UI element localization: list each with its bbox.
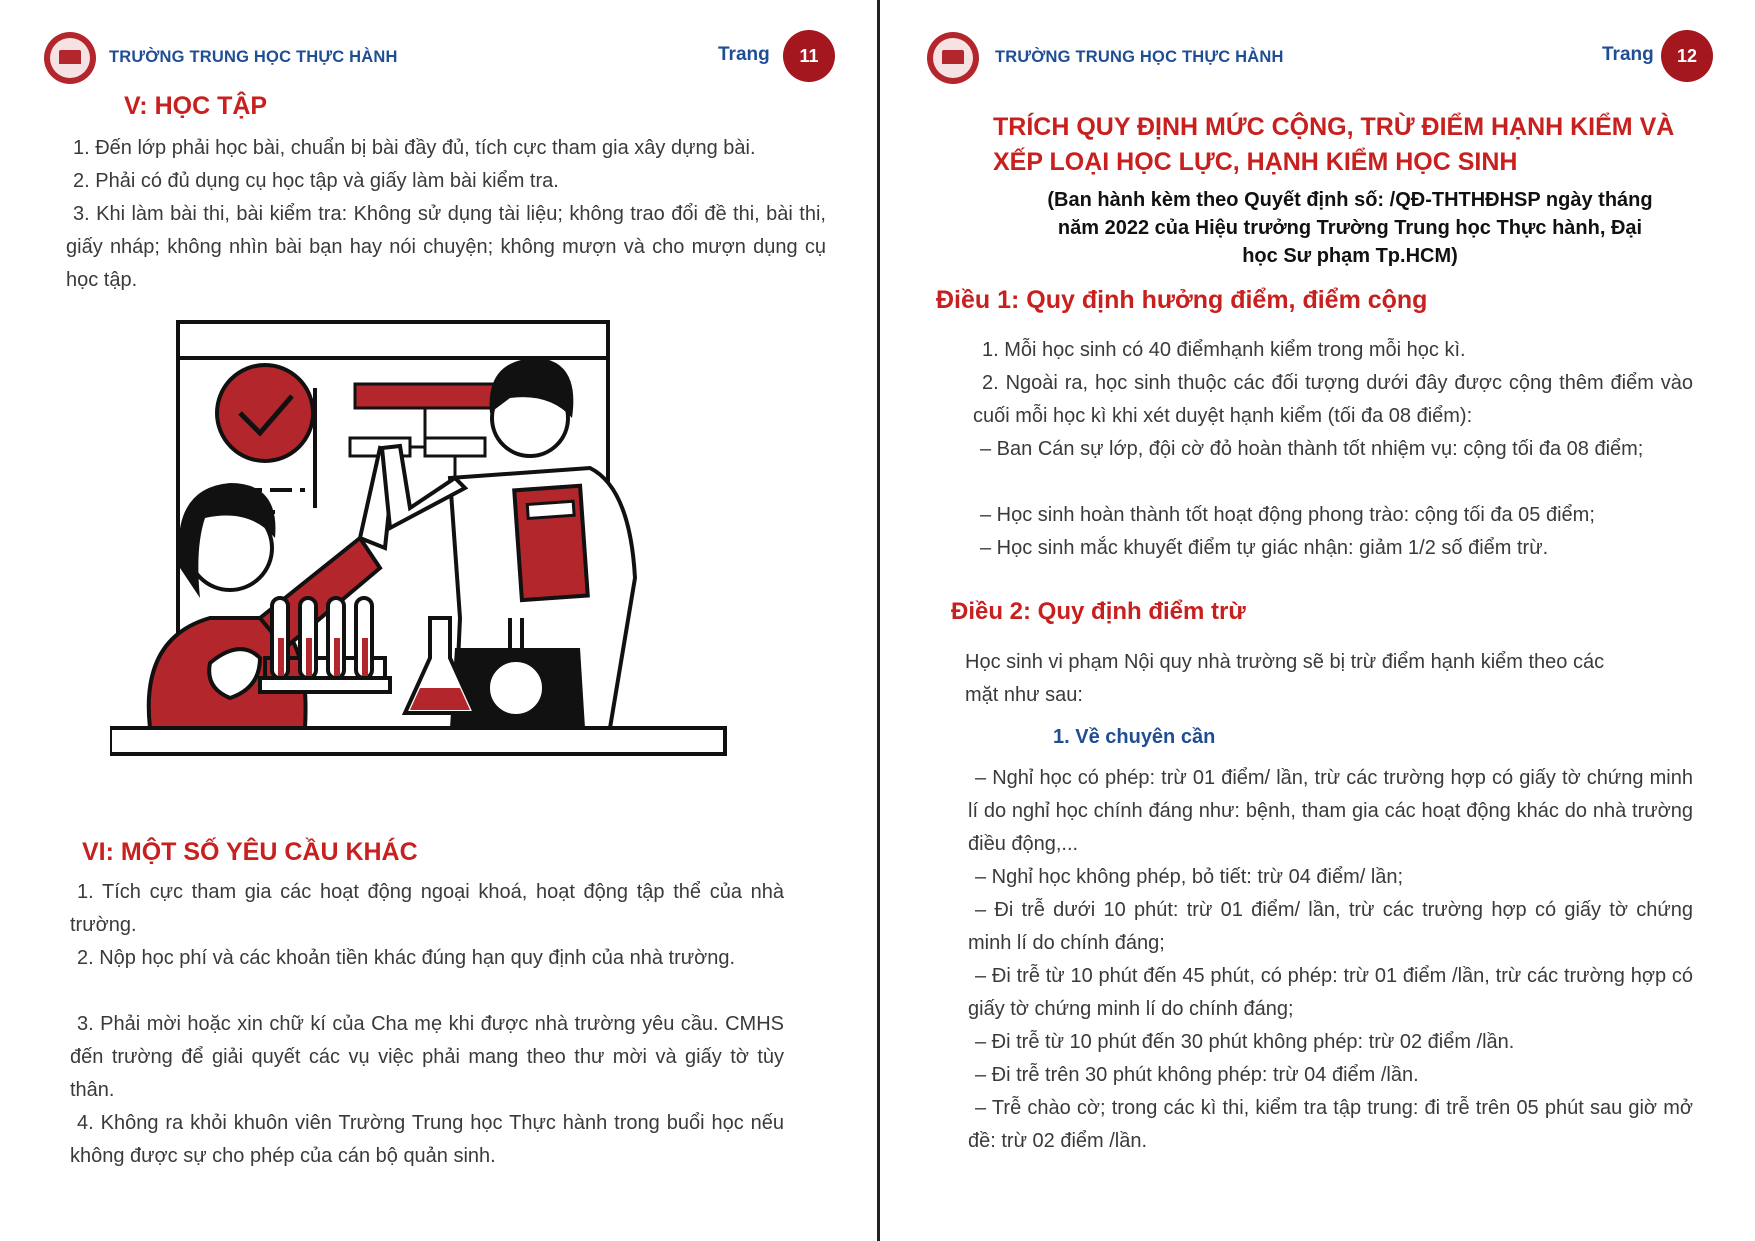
left-page bbox=[0, 0, 877, 1241]
article-2-item: ‒ Đi trễ từ 10 phút đến 45 phút, có phép: trừ 01 điểm /lần, trừ các trường hợp có giấy tờ chứng minh lí do chính đáng; bbox=[968, 965, 1693, 1020]
section-v-item: 1. Đến lớp phải học bài, chuẩn bị bài đầy đủ, tích cực tham gia xây dựng bài. bbox=[73, 137, 756, 159]
page-number-badge: 11 bbox=[783, 30, 835, 82]
school-logo-icon bbox=[44, 32, 96, 84]
lab-illustration bbox=[110, 318, 730, 808]
right-page bbox=[880, 0, 1755, 1241]
section-vi-item: 3. Phải mời hoặc xin chữ kí của Cha mẹ khi được nhà trường yêu cầu. CMHS đến trường để giải quyết các vụ việc phải mang theo thư mời và giấy tờ tùy thân. bbox=[70, 1013, 784, 1101]
article-1-item: ‒ Học sinh hoàn thành tốt hoạt động phong trào: cộng tối đa 05 điểm; bbox=[980, 504, 1595, 526]
page-number-badge: 12 bbox=[1661, 30, 1713, 82]
section-v-heading: V: HỌC TẬP bbox=[124, 92, 268, 120]
section-v-item: 3. Khi làm bài thi, bài kiểm tra: Không sử dụng tài liệu; không trao đổi đề thi, bài thi, giấy nháp; không nhìn bài bạn hay nói chuyện; không mượn và cho mượn dụng cụ học tập. bbox=[66, 203, 826, 291]
article-1-item: 1. Mỗi học sinh có 40 điểmhạnh kiểm trong mỗi học kì. bbox=[982, 339, 1466, 361]
document-title: TRÍCH QUY ĐỊNH MỨC CỘNG, TRỪ ĐIỂM HẠNH KIỂM VÀ XẾP LOẠI HỌC LỰC, HẠNH KIỂM HỌC SINH bbox=[993, 113, 1675, 176]
section-vi-item: 4. Không ra khỏi khuôn viên Trường Trung học Thực hành trong buổi học nếu không được sự cho phép của cán bộ quản sinh. bbox=[70, 1112, 784, 1167]
article-2-item: ‒ Đi trễ trên 30 phút không phép: trừ 04 điểm /lần. bbox=[975, 1064, 1419, 1086]
article-2-item: ‒ Đi trễ dưới 10 phút: trừ 01 điểm/ lần, trừ các trường hợp có giấy tờ chứng minh lí do chính đáng; bbox=[968, 899, 1693, 954]
section-vi-heading: VI: MỘT SỐ YÊU CẦU KHÁC bbox=[82, 838, 418, 866]
page-label: Trang bbox=[718, 44, 770, 65]
school-logo-icon bbox=[927, 32, 979, 84]
article-2-intro: Học sinh vi phạm Nội quy nhà trường sẽ bị trừ điểm hạnh kiểm theo các mặt như sau: bbox=[965, 651, 1605, 706]
school-name: TRƯỜNG TRUNG HỌC THỰC HÀNH bbox=[995, 48, 1284, 66]
section-vi-item: 1. Tích cực tham gia các hoạt động ngoại khoá, hoạt động tập thể của nhà trường. bbox=[70, 881, 784, 936]
document-subtitle: (Ban hành kèm theo Quyết định số: /QĐ-THTHĐHSP ngày tháng năm 2022 của Hiệu trưởng Trường Trung học Thực hành, Đại học Sư phạm Tp.HCM) bbox=[1047, 189, 1653, 267]
article-2-heading: Điều 2: Quy định điểm trừ bbox=[951, 598, 1246, 625]
article-1-item: 2. Ngoài ra, học sinh thuộc các đối tượng dưới đây được cộng thêm điểm vào cuối mỗi học kì khi xét duyệt hạnh kiểm (tối đa 08 điểm): bbox=[973, 372, 1693, 427]
school-name: TRƯỜNG TRUNG HỌC THỰC HÀNH bbox=[109, 48, 398, 66]
section-vi-item: 2. Nộp học phí và các khoản tiền khác đúng hạn quy định của nhà trường. bbox=[77, 947, 736, 969]
article-1-item: ‒ Ban Cán sự lớp, đội cờ đỏ hoàn thành tốt nhiệm vụ: cộng tối đa 08 điểm; bbox=[980, 438, 1644, 460]
page-label: Trang bbox=[1602, 44, 1654, 65]
article-1-item: ‒ Học sinh mắc khuyết điểm tự giác nhận: giảm 1/2 số điểm trừ. bbox=[980, 537, 1549, 559]
article-2-item: ‒ Nghỉ học không phép, bỏ tiết: trừ 04 điểm/ lần; bbox=[975, 866, 1404, 888]
article-2-item: ‒ Nghỉ học có phép: trừ 01 điểm/ lần, trừ các trường hợp có giấy tờ chứng minh lí do nghỉ học chính đáng như: bệnh, tham gia các hoạt động khác do nhà trường điều động,... bbox=[968, 767, 1693, 855]
article-2-item: ‒ Đi trễ từ 10 phút đến 30 phút không phép: trừ 02 điểm /lần. bbox=[975, 1031, 1515, 1053]
article-2-subheading: 1. Về chuyên cần bbox=[1053, 726, 1216, 748]
article-2-item: ‒ Trễ chào cờ; trong các kì thi, kiểm tra tập trung: đi trễ trên 05 phút sau giờ mở đề: trừ 02 điểm /lần. bbox=[968, 1097, 1693, 1152]
section-v-item: 2. Phải có đủ dụng cụ học tập và giấy làm bài kiểm tra. bbox=[73, 170, 559, 192]
article-1-heading: Điều 1: Quy định hưởng điểm, điểm cộng bbox=[936, 286, 1428, 314]
